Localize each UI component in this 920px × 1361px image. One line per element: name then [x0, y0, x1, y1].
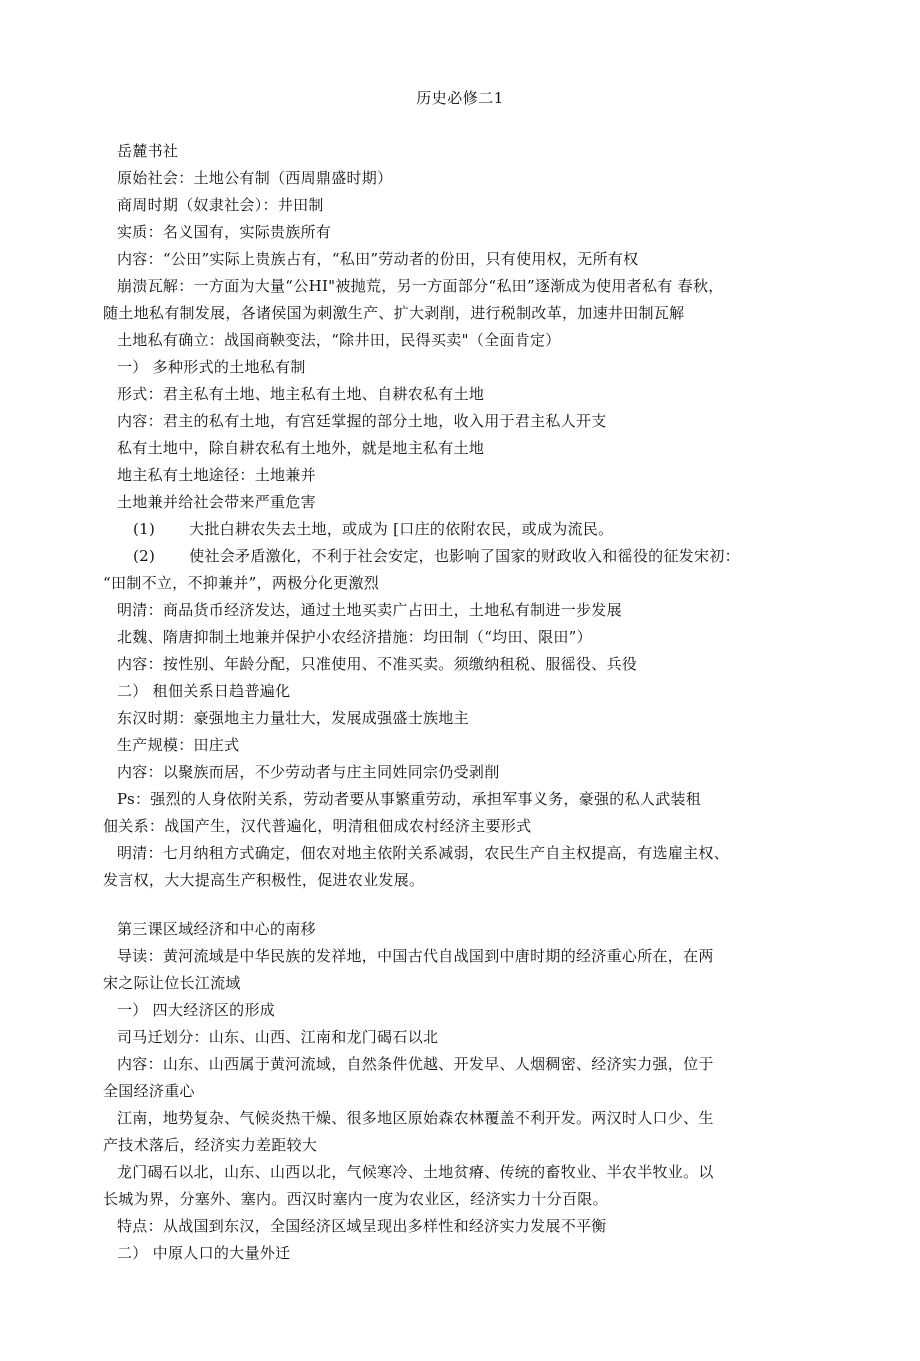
text-line: 崩溃瓦解：一方面为大量“公HI"被抛荒，另一方面部分“私田”逐渐成为使用者私有 春秋， [117, 277, 724, 295]
text-line: 实质：名义国有，实际贵族所有 [117, 223, 332, 241]
text-line: 特点：从战国到东汉，全国经济区域呈现出多样性和经济实力发展不平衡 [117, 1217, 607, 1235]
text-line: 地主私有土地途径：土地兼并 [117, 466, 316, 484]
text-line: 随土地私有制发展，各诸侯国为刺激生产、扩大剥削，进行税制改革，加速井田制瓦解 [103, 304, 685, 322]
list-item [133, 519, 613, 539]
text-line: 私有土地中，除自耕农私有土地外，就是地主私有土地 [117, 439, 485, 457]
text-line: 佃关系：战国产生，汉代普遍化，明清租佃成农村经济主要形式 [103, 817, 532, 835]
text-line: 发言权，大大提高生产积极性，促进农业发展。 [103, 871, 425, 889]
section-heading: 二） 中原人口的大量外迁 [117, 1244, 291, 1262]
text-line: 形式：君主私有土地、地主私有土地、自耕农私有土地 [117, 385, 485, 403]
text-line: 内容：山东、山西属于黄河流域，自然条件优越、开发早、人烟稠密、经济实力强，位于 [117, 1055, 714, 1073]
text-line: 明清：七月纳租方式确定，佃农对地主依附关系减弱，农民生产自主权提高，有选雇主权、 [117, 844, 730, 862]
list-text: 大批白耕农失去土地，或成为 [口庄的依附农民，或成为流民。 [189, 520, 614, 538]
page-title: 历史必修二1 [416, 89, 504, 107]
text-line: 宋之际让位长江流域 [103, 974, 241, 992]
section-heading: 一） 四大经济区的形成 [117, 1001, 276, 1019]
text-line: 全国经济重心 [103, 1082, 195, 1100]
section-heading: 一） 多种形式的土地私有制 [117, 358, 306, 376]
list-text: 使社会矛盾激化，不利于社会安定，也影响了国家的财政收入和徭役的征发宋初： [189, 547, 740, 565]
text-line: Ps：强烈的人身依附关系，劳动者要从事繁重劳动，承担军事义务，豪强的私人武装租 [117, 790, 702, 808]
text-line: 原始社会：土地公有制（西周鼎盛时期） [117, 169, 393, 187]
text-line: “田制不立，不抑兼并”，两极分化更激烈 [103, 574, 380, 592]
text-line: 长城为界，分塞外、塞内。西汉时塞内一度为农业区，经济实力十分百限。 [103, 1190, 608, 1208]
text-line: 内容：“公田”实际上贵族占有，“私田”劳动者的份田，只有使用权，无所有权 [117, 250, 639, 268]
text-line: 土地兼并给社会带来严重危害 [117, 493, 316, 511]
text-line: 龙门碣石以北，山东、山西以北，气候寒冷、土地贫瘠、传统的畜牧业、半农半牧业。以 [117, 1163, 714, 1181]
text-line: 东汉时期：豪强地主力量壮大，发展成强盛士族地主 [117, 709, 469, 727]
text-line: 内容：君主的私有土地，有宫廷掌握的部分土地，收入用于君主私人开支 [117, 412, 607, 430]
text-line: 导读：黄河流域是中华民族的发祥地，中国古代自战国到中唐时期的经济重心所在，在两 [117, 947, 714, 965]
text-line: 生产规模：田庄式 [117, 736, 240, 754]
list-item [133, 546, 740, 566]
text-line: 内容：以聚族而居，不少劳动者与庄主同姓同宗仍受剥削 [117, 763, 500, 781]
text-line: 商周时期（奴隶社会）：井田制 [117, 196, 324, 214]
section-heading: 二） 租佃关系日趋普遍化 [117, 682, 291, 700]
list-number: (1) [133, 520, 156, 538]
text-line: 岳麓书社 [117, 142, 179, 160]
text-line: 产技术落后，经济实力差距较大 [103, 1136, 318, 1154]
text-line: 江南，地势复杂、气候炎热干燥、很多地区原始森农林覆盖不利开发。两汉时人口少、生 [117, 1109, 714, 1127]
list-number: (2) [133, 547, 156, 565]
lesson-heading: 第三课区域经济和中心的南移 [117, 920, 316, 938]
text-line: 司马迁划分：山东、山西、江南和龙门碣石以北 [117, 1028, 439, 1046]
text-line: 土地私有确立：战国商鞅变法，“除井田，民得买卖"（全面肯定） [117, 331, 561, 349]
text-line: 内容：按性别、年龄分配，只准使用、不准买卖。须缴纳租税、服徭役、兵役 [117, 655, 638, 673]
text-line: 北魏、隋唐抑制土地兼并保护小农经济措施：均田制（“均田、限田”） [117, 628, 592, 646]
text-line: 明清：商品货币经济发达，通过土地买卖广占田土，土地私有制进一步发展 [117, 601, 622, 619]
